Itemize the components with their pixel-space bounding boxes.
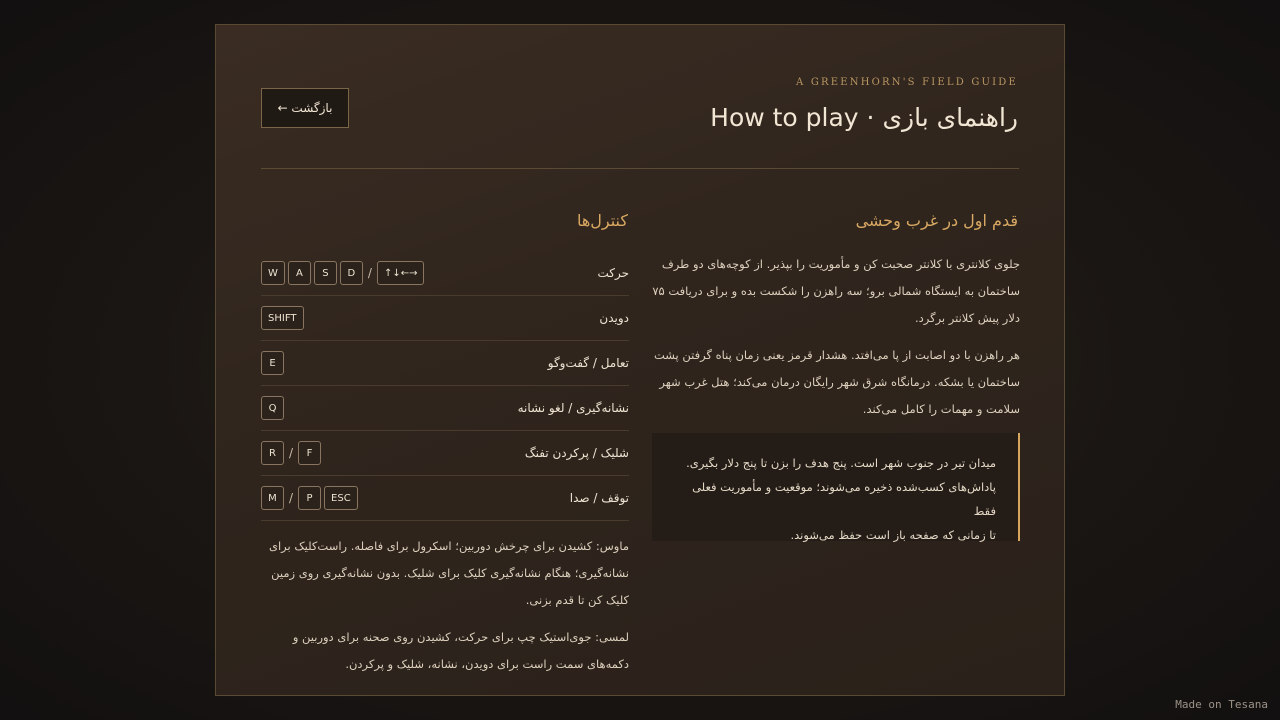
control-row: [261, 476, 629, 521]
key-group: [261, 441, 321, 465]
keycap: F: [298, 441, 321, 465]
keycap: ↑↓←→: [377, 261, 425, 285]
header-divider: [261, 168, 1019, 169]
eyebrow: A GREENHORN'S FIELD GUIDE: [796, 77, 1018, 88]
control-row: [261, 296, 629, 341]
key-group: [261, 486, 358, 510]
story-paragraph: جلوی کلانتری با کلانتر صحبت کن و مأموریت را بپذیر. از کوچه‌های دو طرف ساختمان به ایستگاه شمالی برو؛ سه راهزن را شکست بده و برای دریافت ۷۵ دلار پیش کلانتر برگرد.: [652, 257, 1020, 325]
control-row: [261, 386, 629, 431]
controls-heading: کنترل‌ها: [576, 211, 628, 230]
keycap: S: [314, 261, 337, 285]
keycap: A: [288, 261, 311, 285]
back-button[interactable]: بازگشت ←: [261, 88, 349, 128]
control-label: تعامل / گفت‌وگو: [547, 356, 629, 370]
tip-callout: [652, 433, 1020, 541]
control-label: نشانه‌گیری / لغو نشانه: [517, 401, 629, 415]
control-label: شلیک / پرکردن تفنگ: [524, 446, 629, 460]
key-separator: /: [289, 446, 294, 460]
key-group: [261, 351, 284, 375]
control-label: توقف / صدا: [569, 491, 629, 505]
keycap: P: [298, 486, 321, 510]
mouse-note: ماوس: کشیدن برای چرخش دوربین؛ اسکرول برای فاصله. راست‌کلیک برای نشانه‌گیری؛ هنگام نشانه‌گیری کلیک برای شلیک. بدون نشانه‌گیری روی زمین کلیک کن تا قدم بزنی.: [268, 539, 629, 607]
control-label: حرکت: [597, 266, 629, 280]
callout-line: تا زمانی که صفحه باز است حفظ می‌شوند.: [790, 528, 996, 542]
key-group: [261, 306, 304, 330]
key-group: [261, 261, 424, 285]
keycap: E: [261, 351, 284, 375]
touch-note: لمسی: جوی‌استیک چپ برای حرکت، کشیدن روی صحنه برای دوربین و دکمه‌های سمت راست برای دویدن، نشانه، شلیک و پرکردن.: [292, 630, 629, 671]
page-title: راهنمای بازی · How to play: [710, 103, 1018, 132]
control-row: [261, 251, 629, 296]
callout-line: میدان تیر در جنوب شهر است. پنج هدف را بزن تا پنج دلار بگیری.: [686, 456, 996, 470]
keycap: M: [261, 486, 284, 510]
keycap: R: [261, 441, 284, 465]
control-row: [261, 431, 629, 476]
story-paragraph: هر راهزن با دو اصابت از پا می‌افتد. هشدار قرمز یعنی زمان پناه گرفتن پشت ساختمان یا بشکه. درمانگاه شرق شهر رایگان درمان می‌کند؛ هتل غرب شهر سلامت و مهمات را کامل می‌کند.: [654, 348, 1020, 416]
keycap: SHIFT: [261, 306, 304, 330]
control-row: [261, 341, 629, 386]
story-text: [652, 251, 1020, 423]
made-on-credit[interactable]: Made on Tesana: [1175, 698, 1268, 711]
keycap: W: [261, 261, 285, 285]
key-separator: /: [289, 491, 294, 505]
keycap: D: [340, 261, 363, 285]
how-to-play-panel: [215, 24, 1065, 696]
keycap: ESC: [324, 486, 358, 510]
key-group: [261, 396, 284, 420]
control-label: دویدن: [599, 311, 629, 325]
controls-table: [261, 251, 629, 521]
controls-notes: [261, 533, 629, 678]
story-heading: قدم اول در غرب وحشی: [855, 211, 1018, 230]
callout-line: پاداش‌های کسب‌شده ذخیره می‌شوند؛ موقعیت و مأموریت فعلی فقط: [692, 480, 996, 518]
keycap: Q: [261, 396, 284, 420]
key-separator: /: [367, 266, 372, 280]
